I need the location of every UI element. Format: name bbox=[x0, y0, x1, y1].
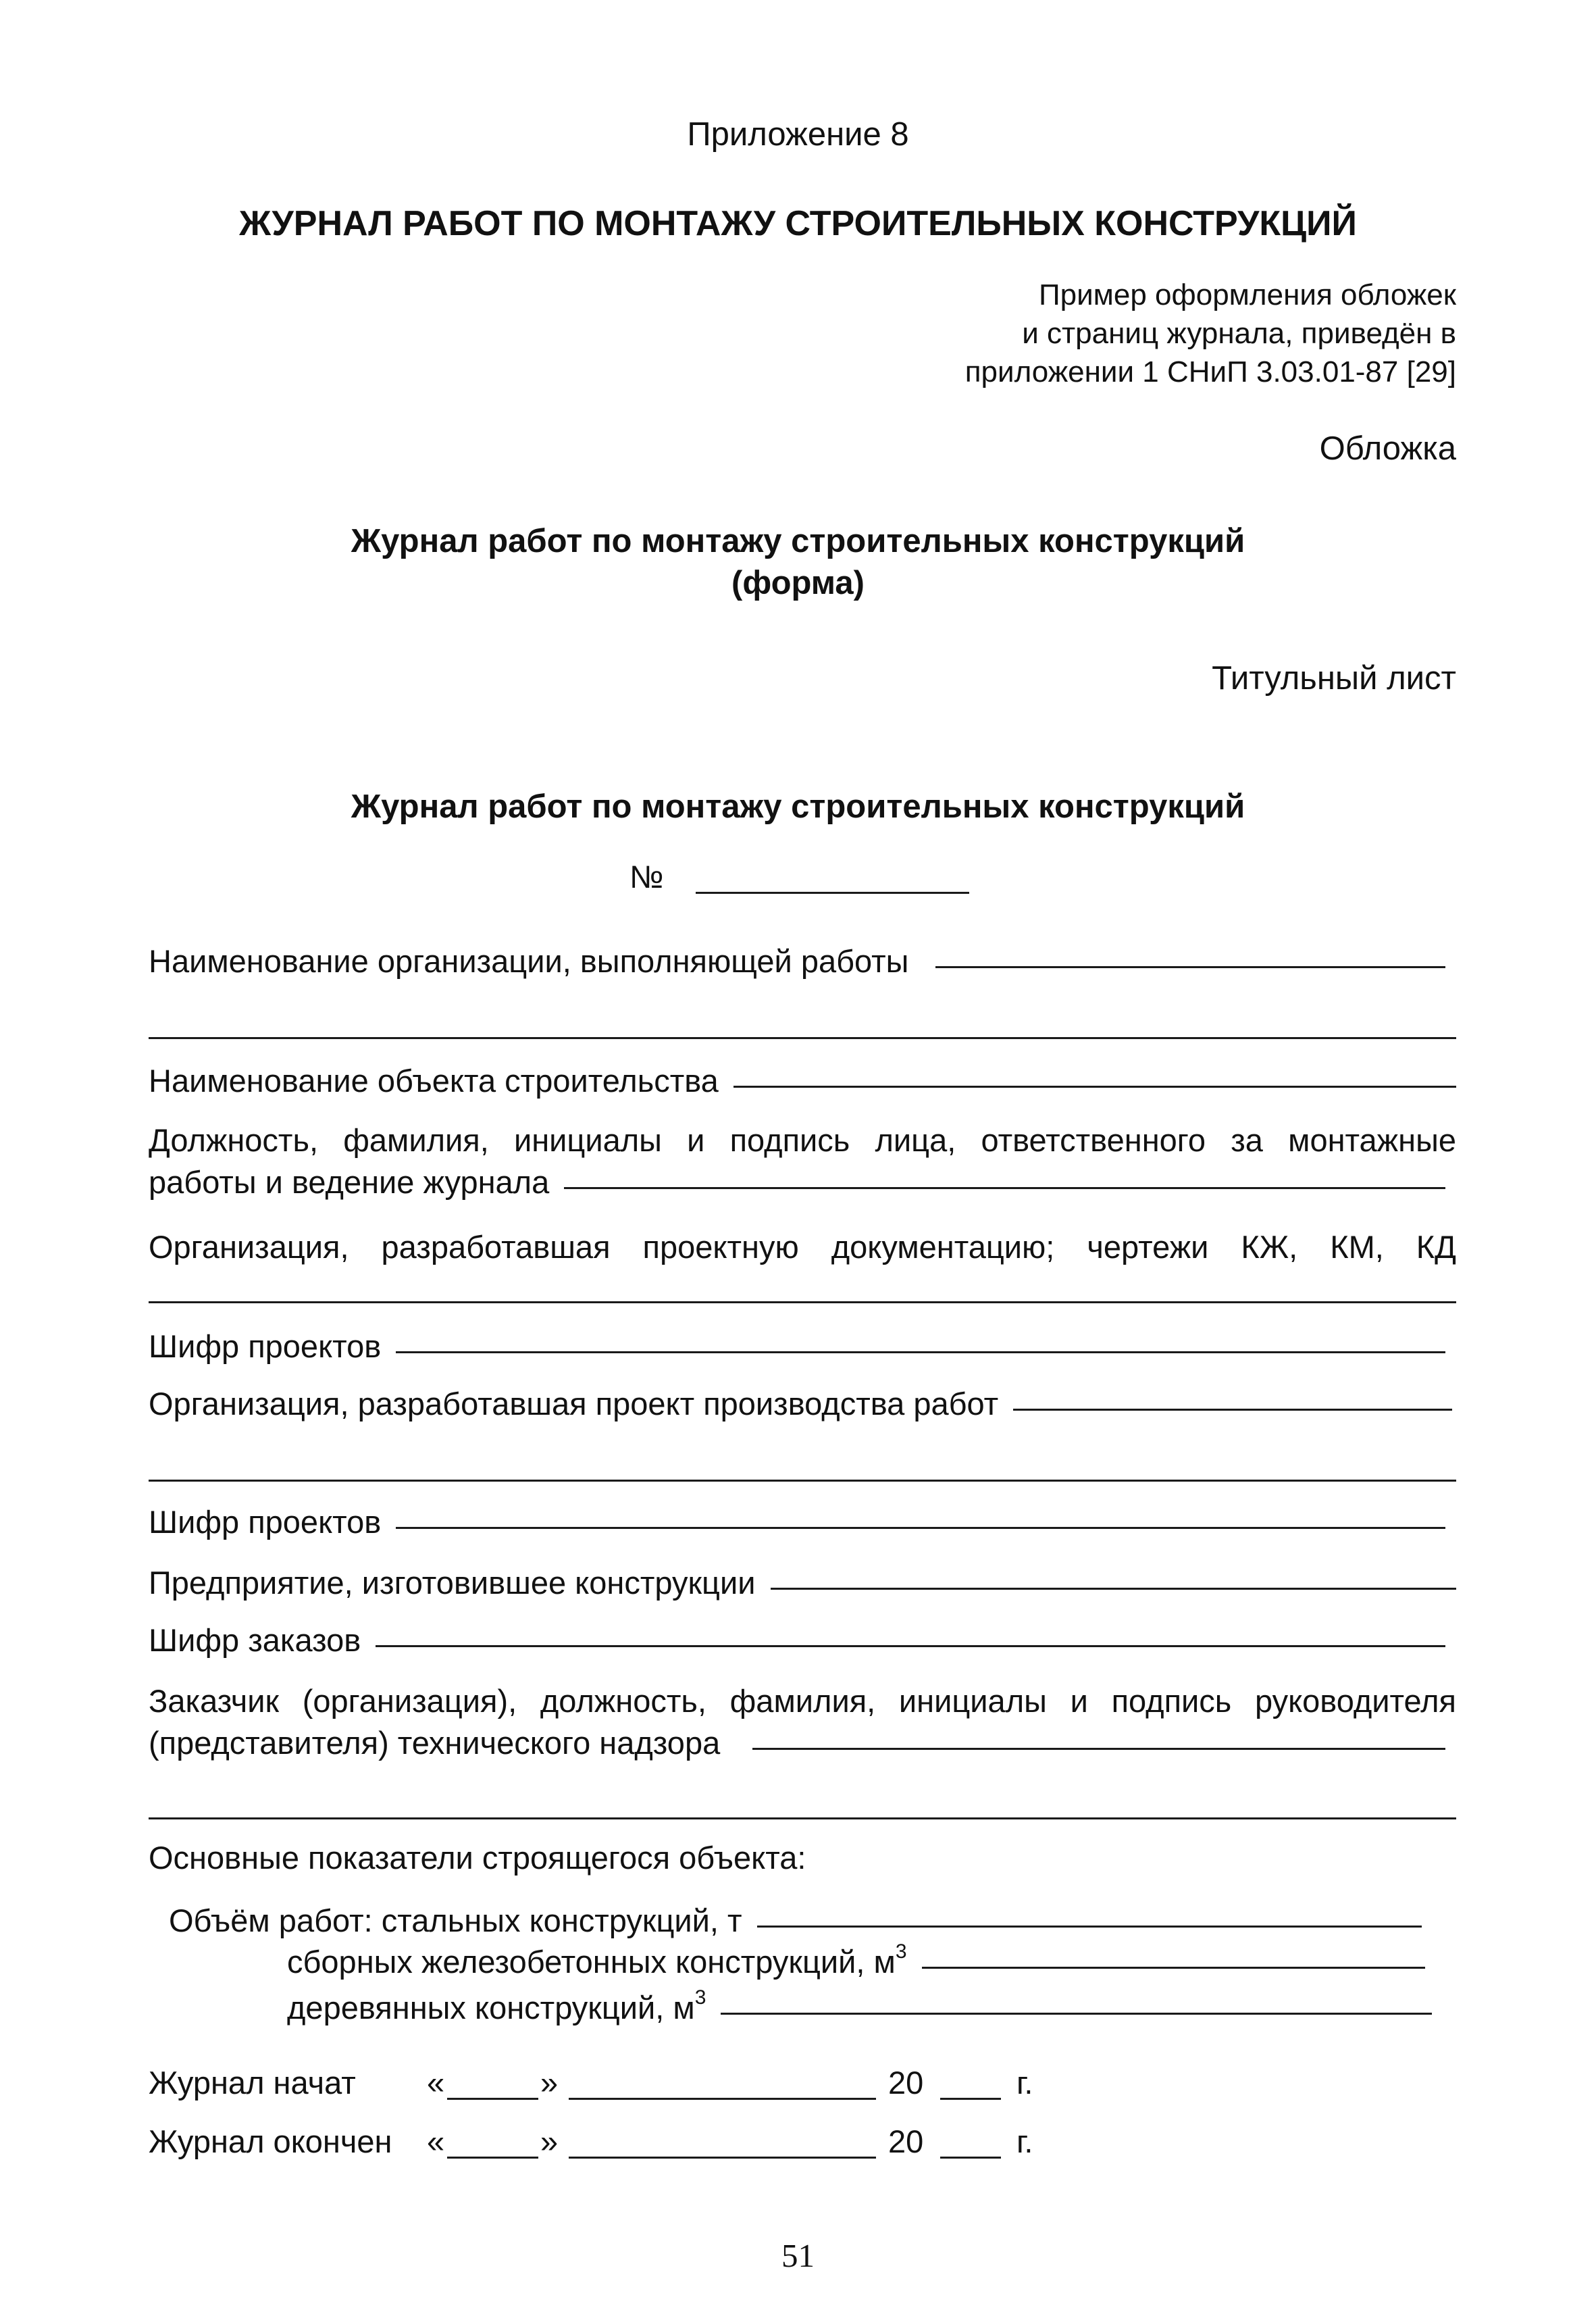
number-label: № bbox=[629, 859, 664, 895]
year-suffix: г. bbox=[1016, 2123, 1033, 2159]
concrete-volume-field[interactable] bbox=[287, 1940, 1425, 1981]
ppr-org-label: Организация, разработавшая проект производства работ bbox=[149, 1386, 999, 1422]
project-code-1-blank[interactable] bbox=[396, 1351, 1445, 1353]
ppr-org-blank[interactable] bbox=[1013, 1409, 1452, 1411]
number-blank[interactable] bbox=[696, 892, 969, 894]
started-month-blank[interactable] bbox=[569, 2098, 876, 2100]
responsible-blank[interactable] bbox=[564, 1187, 1445, 1189]
journal-finished-label: Журнал окончен bbox=[149, 2123, 392, 2159]
appendix-label: Приложение 8 bbox=[687, 116, 909, 153]
document-title: ЖУРНАЛ РАБОТ ПО МОНТАЖУ СТРОИТЕЛЬНЫХ КОНСТРУКЦИЙ bbox=[239, 204, 1357, 243]
customer-field[interactable] bbox=[149, 1724, 1445, 1762]
steel-volume-label: Объём работ: стальных конструкций, т bbox=[169, 1903, 742, 1938]
century-label: 20 bbox=[888, 2065, 924, 2101]
manufacturer-label: Предприятие, изготовившее конструкции bbox=[149, 1565, 756, 1601]
object-label: Наименование объекта строительства bbox=[149, 1063, 719, 1099]
order-code-field[interactable] bbox=[149, 1621, 1445, 1659]
close-quote: » bbox=[540, 2123, 559, 2159]
cube-superscript: 3 bbox=[895, 1940, 907, 1963]
organization-label: Наименование организации, выполняющей работы bbox=[149, 943, 909, 979]
organization-blank[interactable] bbox=[935, 966, 1445, 968]
responsible-field[interactable] bbox=[149, 1163, 1445, 1201]
project-code-2-blank[interactable] bbox=[396, 1527, 1445, 1529]
object-field[interactable] bbox=[149, 1062, 1456, 1100]
responsible-label-line-1: Должность, фамилия, инициалы и подпись лица, ответственного за монтажные bbox=[149, 1122, 1456, 1158]
open-quote: « bbox=[427, 2065, 445, 2101]
wood-volume-label: деревянных конструкций, $м^3$ bbox=[287, 1986, 706, 2026]
customer-blank[interactable] bbox=[752, 1748, 1445, 1750]
organization-field[interactable] bbox=[149, 942, 1445, 980]
page-number: 51 bbox=[781, 2237, 815, 2274]
project-code-1-field[interactable] bbox=[149, 1328, 1445, 1365]
project-code-2-field[interactable] bbox=[149, 1503, 1445, 1541]
organization-blank-2[interactable] bbox=[149, 1037, 1456, 1039]
design-org-label: Организация, разработавшая проектную документацию; чертежи КЖ, КМ, КД bbox=[149, 1229, 1456, 1265]
object-blank[interactable] bbox=[733, 1086, 1456, 1088]
wood-volume-field[interactable] bbox=[287, 1986, 1432, 2027]
design-org-blank[interactable] bbox=[149, 1301, 1456, 1303]
manufacturer-field[interactable] bbox=[149, 1564, 1456, 1602]
started-year-blank[interactable] bbox=[940, 2098, 1001, 2100]
note-line-2: и страниц журнала, приведён в bbox=[1022, 317, 1456, 350]
finished-year-blank[interactable] bbox=[940, 2157, 1001, 2159]
journal-started-label: Журнал начат bbox=[149, 2065, 356, 2101]
concrete-volume-blank[interactable] bbox=[922, 1967, 1426, 1969]
concrete-volume-label: сборных железобетонных конструкций, $м^3$ bbox=[287, 1940, 907, 1980]
steel-volume-field[interactable] bbox=[169, 1902, 1422, 1940]
manufacturer-blank[interactable] bbox=[771, 1588, 1457, 1590]
cover-title: Журнал работ по монтажу строительных конструкций bbox=[351, 523, 1245, 559]
project-code-2-label: Шифр проектов bbox=[149, 1504, 382, 1540]
steel-volume-blank[interactable] bbox=[757, 1926, 1422, 1928]
cube-superscript: 3 bbox=[694, 1986, 706, 2009]
customer-label-line-1: Заказчик (организация), должность, фамилия, инициалы и подпись руководителя bbox=[149, 1683, 1456, 1719]
title-page-heading: Журнал работ по монтажу строительных конструкций bbox=[351, 788, 1245, 825]
customer-label-line-2: (представителя) технического надзора bbox=[149, 1725, 721, 1761]
ppr-org-field[interactable] bbox=[149, 1385, 1452, 1423]
cover-form-label: (форма) bbox=[731, 565, 865, 601]
year-suffix: г. bbox=[1016, 2065, 1033, 2101]
open-quote: « bbox=[427, 2123, 445, 2159]
started-day-blank[interactable] bbox=[447, 2098, 538, 2100]
title-page-label: Титульный лист bbox=[1212, 660, 1456, 697]
finished-month-blank[interactable] bbox=[569, 2157, 876, 2159]
customer-blank-2[interactable] bbox=[149, 1817, 1456, 1819]
ppr-org-blank-2[interactable] bbox=[149, 1480, 1456, 1482]
note-line-3: приложении 1 СНиП 3.03.01-87 [29] bbox=[964, 355, 1456, 388]
indicators-heading: Основные показатели строящегося объекта: bbox=[149, 1840, 806, 1876]
wood-volume-blank[interactable] bbox=[721, 2013, 1432, 2015]
project-code-1-label: Шифр проектов bbox=[149, 1328, 382, 1364]
finished-day-blank[interactable] bbox=[447, 2157, 538, 2159]
century-label: 20 bbox=[888, 2123, 924, 2159]
responsible-label-line-2: работы и ведение журнала bbox=[149, 1164, 550, 1200]
cover-label: Обложка bbox=[1319, 430, 1456, 467]
note-line-1: Пример оформления обложек bbox=[1038, 278, 1456, 311]
order-code-label: Шифр заказов bbox=[149, 1622, 361, 1658]
order-code-blank[interactable] bbox=[376, 1645, 1445, 1647]
close-quote: » bbox=[540, 2065, 559, 2101]
